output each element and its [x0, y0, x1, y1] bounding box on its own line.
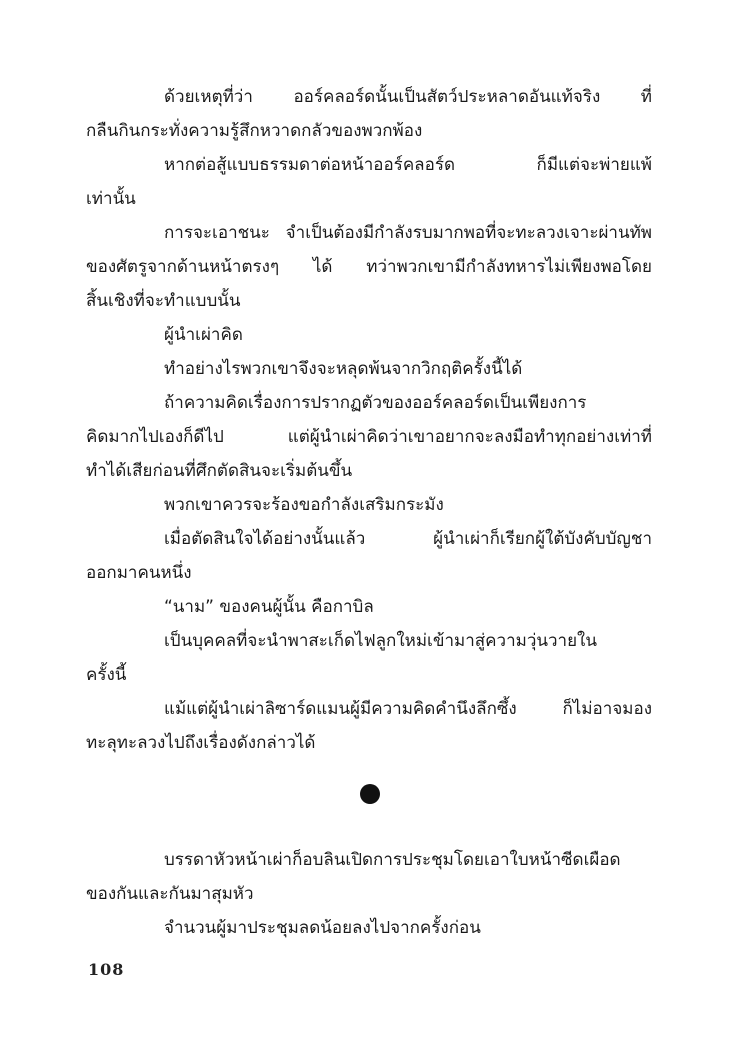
- text-line: แม้แต่ผู้นำเผ่าลิซาร์ดแมนผู้มีความคิดคำนึงลึกซึ้ง ก็ไม่อาจมอง: [164, 699, 652, 719]
- text-line: สิ้นเชิงที่จะทำแบบนั้น: [86, 291, 241, 311]
- text-line: ออกมาคนหนึ่ง: [86, 563, 192, 583]
- text-line: ทำได้เสียก่อนที่ศึกตัดสินจะเริ่มต้นขึ้น: [86, 461, 353, 481]
- section-break-dot: [360, 784, 380, 804]
- text-line: เมื่อตัดสินใจได้อย่างนั้นแล้ว ผู้นำเผ่าก็เรียกผู้ใต้บังคับบัญชา: [164, 529, 652, 549]
- text-line: กลืนกินกระทั่งความรู้สึกหวาดกลัวของพวกพ้อง: [86, 121, 423, 141]
- text-line: เท่านั้น: [86, 189, 136, 209]
- text-line: ด้วยเหตุที่ว่า ออร์คลอร์ดนั้นเป็นสัตว์ประหลาดอันแท้จริง ที่: [164, 87, 652, 107]
- text-line: หากต่อสู้แบบธรรมดาต่อหน้าออร์คลอร์ด ก็มีแต่จะพ่ายแพ้: [164, 155, 652, 175]
- text-line: ทะลุทะลวงไปถึงเรื่องดังกล่าวได้: [86, 733, 316, 753]
- page-number: 108: [88, 960, 125, 979]
- text-line: ทำอย่างไรพวกเขาจึงจะหลุดพ้นจากวิกฤติครั้งนี้ได้: [164, 359, 523, 379]
- text-line: ครั้งนี้: [86, 665, 127, 685]
- text-line: ผู้นำเผ่าคิด: [164, 325, 243, 345]
- text-line: คิดมากไปเองก็ดีไป แต่ผู้นำเผ่าคิดว่าเขาอยากจะลงมือทำทุกอย่างเท่าที่: [86, 427, 652, 447]
- text-line: การจะเอาชนะ จำเป็นต้องมีกำลังรบมากพอที่จะทะลวงเจาะผ่านทัพ: [164, 223, 652, 243]
- text-line: ถ้าความคิดเรื่องการปรากฏตัวของออร์คลอร์ดเป็นเพียงการ: [164, 393, 587, 413]
- text-line: เป็นบุคคลที่จะนำพาสะเก็ดไฟลูกใหม่เข้ามาสู่ความวุ่นวายใน: [164, 631, 597, 651]
- text-line: พวกเขาควรจะร้องขอกำลังเสริมกระมัง: [164, 495, 444, 515]
- text-line: ของศัตรูจากด้านหน้าตรงๆ ได้ ทว่าพวกเขามีกำลังทหารไม่เพียงพอโดย: [86, 257, 652, 277]
- text-line: จำนวนผู้มาประชุมลดน้อยลงไปจากครั้งก่อน: [164, 918, 481, 938]
- text-line: ของกันและกันมาสุมหัว: [86, 884, 254, 904]
- text-line: บรรดาหัวหน้าเผ่าก็อบลินเปิดการประชุมโดยเอาใบหน้าซีดเผือด: [164, 850, 621, 870]
- text-line: “นาม” ของคนผู้นั้น คือกาบิล: [164, 597, 374, 617]
